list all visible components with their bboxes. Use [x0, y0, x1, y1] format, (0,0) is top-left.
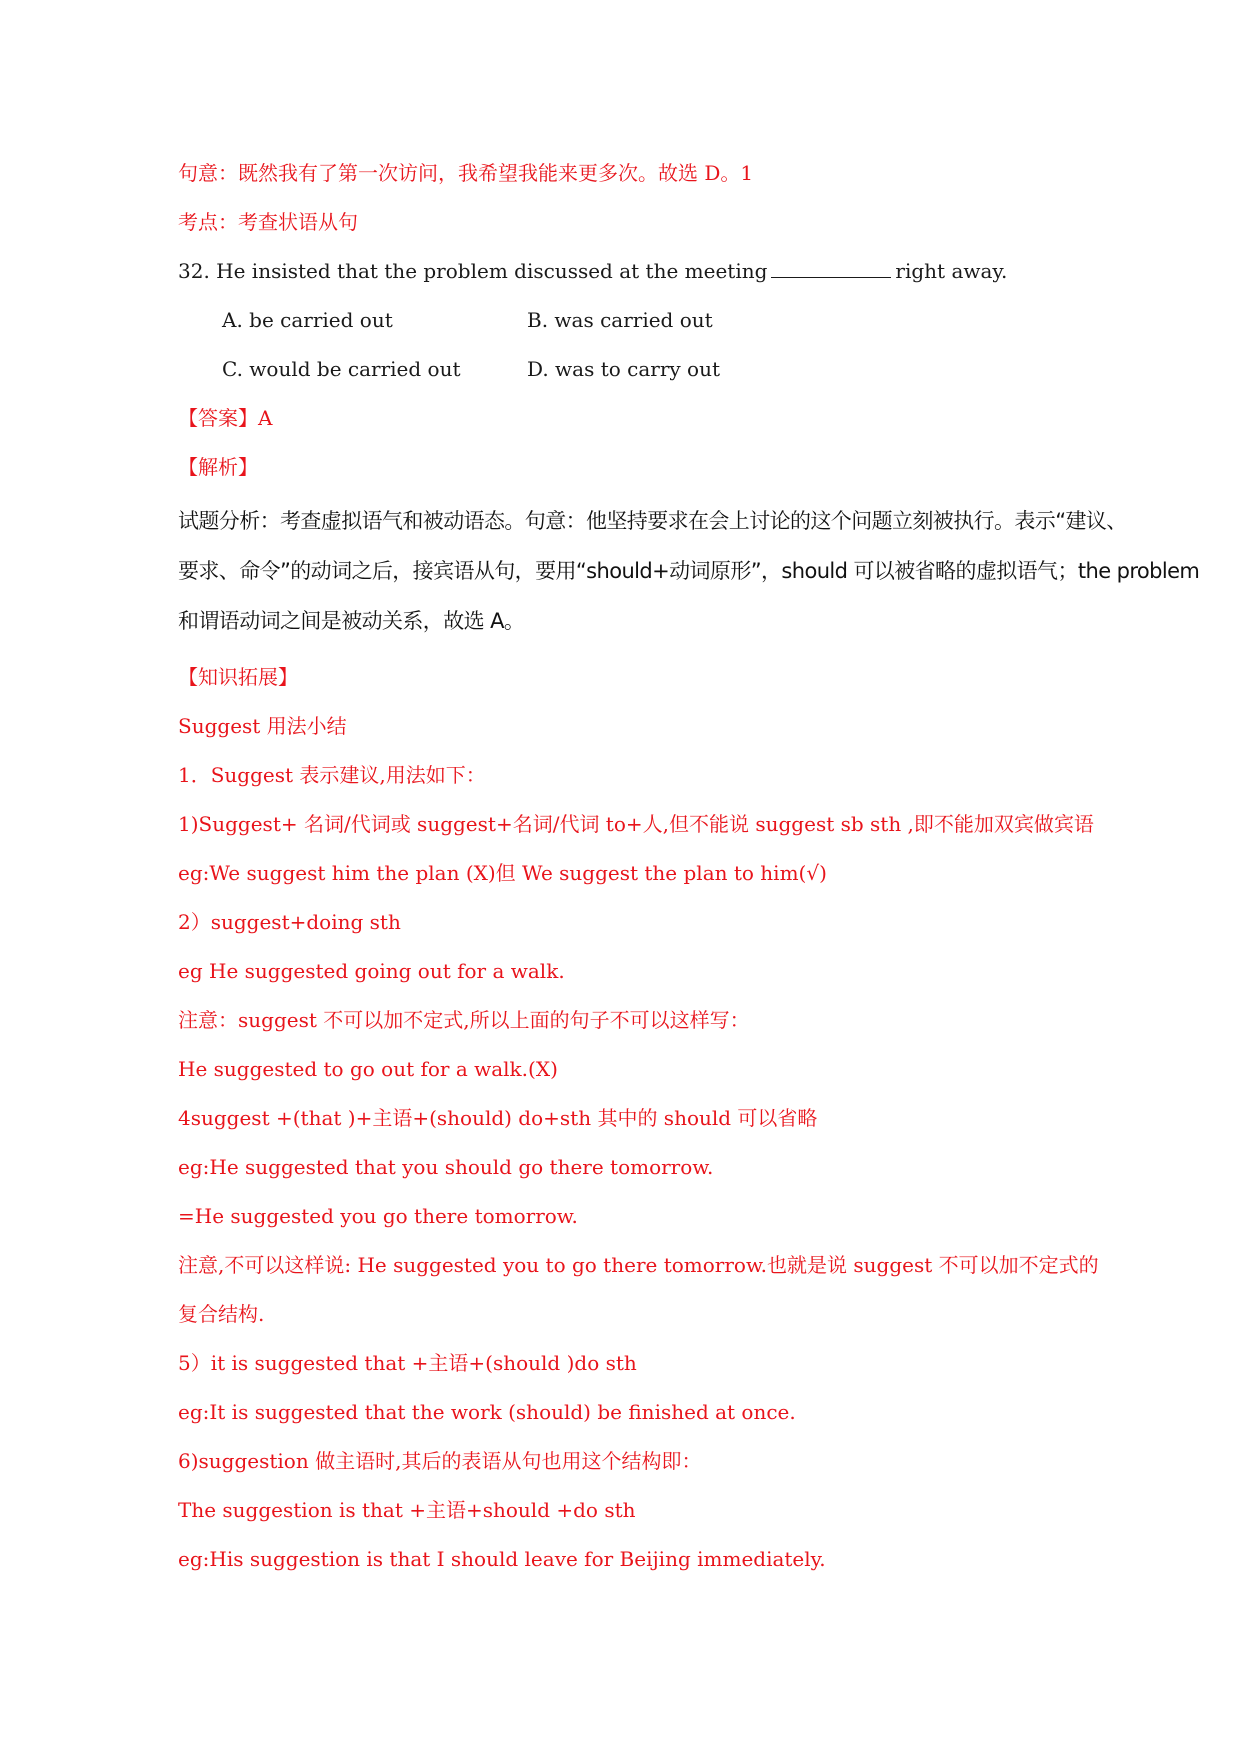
sentence-meaning: 句意：既然我有了第一次访问，我希望我能来更多次。故选 D。1: [178, 161, 754, 185]
test-point: 考点：考查状语从句: [178, 210, 358, 234]
suggest-example-2: eg He suggested going out for a walk.: [178, 959, 565, 983]
suggest-note-2: 注意,不可以这样说: He suggested you to go there tomorrow.也就是说 suggest 不可以加不定式的: [178, 1253, 1099, 1277]
suggest-title: Suggest 用法小结: [178, 714, 347, 738]
suggest-example-4b: =He suggested you go there tomorrow.: [178, 1204, 578, 1228]
question-32: [178, 256, 1007, 286]
knowledge-label: 【知识拓展】: [178, 665, 298, 689]
analysis-line-2: 要求、命令”的动词之后，接宾语从句，要用“should+动词原形”，should 可以被省略的虚拟语气；the problem: [178, 559, 1200, 583]
suggest-usage-1: 1)Suggest+ 名词/代词或 suggest+名词/代词 to+人,但不能说 suggest sb sth ,即不能加双宾做宾语: [178, 812, 1094, 836]
suggest-example-6: eg:His suggestion is that I should leave for Beijing immediately.: [178, 1547, 826, 1571]
answer-blank: [771, 259, 891, 278]
analysis-line-3: 和谓语动词之间是被动关系，故选 A。: [178, 609, 525, 633]
suggest-point-1: 1．Suggest 表示建议,用法如下：: [178, 763, 486, 787]
suggest-structure-6: The suggestion is that +主语+should +do sth: [178, 1498, 636, 1522]
option-b: B. was carried out: [527, 308, 713, 332]
analysis-label: 【解析】: [178, 455, 258, 479]
question-tail: right away.: [895, 259, 1008, 283]
suggest-example-4a: eg:He suggested that you should go there tomorrow.: [178, 1155, 714, 1179]
suggest-usage-6: 6)suggestion 做主语时,其后的表语从句也用这个结构即：: [178, 1449, 702, 1473]
answer-label: 【答案】A: [178, 406, 273, 430]
suggest-example-5: eg:It is suggested that the work (should) be finished at once.: [178, 1400, 796, 1424]
suggest-note-1: 注意：suggest 不可以加不定式,所以上面的句子不可以这样写：: [178, 1008, 750, 1032]
option-a: A. be carried out: [222, 308, 393, 332]
option-c: C. would be carried out: [222, 357, 461, 381]
suggest-usage-4: 4suggest +(that )+主语+(should) do+sth 其中的 should 可以省略: [178, 1106, 818, 1130]
suggest-example-1: eg:We suggest him the plan (X)但 We suggest the plan to him(√): [178, 861, 827, 885]
suggest-usage-5: 5）it is suggested that +主语+(should )do sth: [178, 1351, 637, 1375]
suggest-wrong-example: He suggested to go out for a walk.(X): [178, 1057, 558, 1081]
suggest-usage-2: 2）suggest+doing sth: [178, 910, 401, 934]
option-d: D. was to carry out: [527, 357, 720, 381]
question-stem: 32. He insisted that the problem discussed at the meeting: [178, 259, 768, 283]
analysis-line-1: 试题分析：考查虚拟语气和被动语态。句意：他坚持要求在会上讨论的这个问题立刻被执行。表示“建议、: [178, 509, 1127, 533]
suggest-note-2-cont: 复合结构.: [178, 1302, 265, 1326]
